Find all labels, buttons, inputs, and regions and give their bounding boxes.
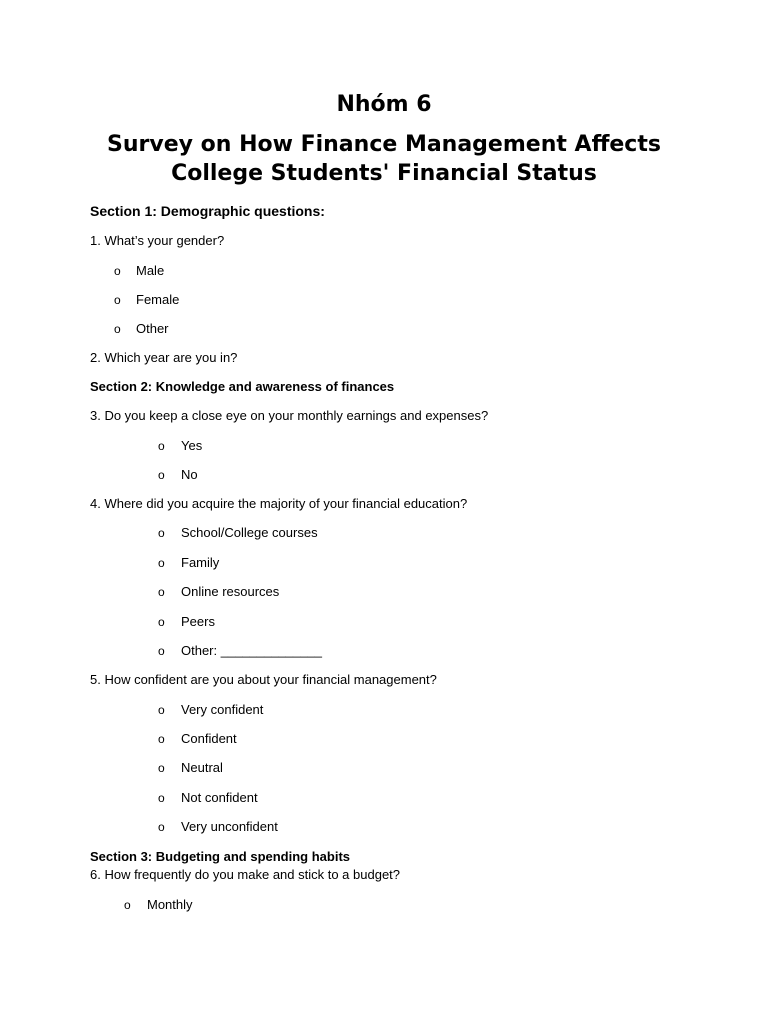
bullet-icon: o bbox=[158, 761, 165, 775]
section-1-heading: Section 1: Demographic questions: bbox=[90, 203, 325, 219]
option-confident: Confident bbox=[181, 731, 237, 746]
bullet-icon: o bbox=[158, 791, 165, 805]
question-3: 3. Do you keep a close eye on your monthly earnings and expenses? bbox=[90, 408, 489, 423]
bullet-icon: o bbox=[158, 820, 165, 834]
question-1: 1. What’s your gender? bbox=[90, 233, 225, 248]
question-4: 4. Where did you acquire the majority of your financial education? bbox=[90, 496, 468, 511]
option-school-college-courses: School/College courses bbox=[181, 525, 318, 540]
question-2: 2. Which year are you in? bbox=[90, 350, 238, 365]
bullet-icon: o bbox=[158, 556, 165, 570]
section-2-heading: Section 2: Knowledge and awareness of finances bbox=[90, 379, 395, 394]
option-other: Other bbox=[136, 321, 169, 336]
option-family: Family bbox=[181, 555, 220, 570]
option-no: No bbox=[181, 467, 198, 482]
survey-title-line-2: College Students' Financial Status bbox=[171, 161, 597, 186]
option-female: Female bbox=[136, 292, 180, 307]
survey-title bbox=[0, 130, 768, 188]
survey-title-line-1: Survey on How Finance Management Affects bbox=[107, 132, 661, 157]
option-peers: Peers bbox=[181, 614, 215, 629]
bullet-icon: o bbox=[158, 644, 165, 658]
option-male: Male bbox=[136, 263, 165, 278]
bullet-icon: o bbox=[114, 264, 121, 278]
option-other-blank: Other: ______________ bbox=[181, 643, 322, 658]
option-very-unconfident: Very unconfident bbox=[181, 819, 278, 834]
option-monthly: Monthly bbox=[147, 897, 193, 912]
bullet-icon: o bbox=[158, 732, 165, 746]
section-3-heading: Section 3: Budgeting and spending habits bbox=[90, 849, 351, 864]
bullet-icon: o bbox=[158, 703, 165, 717]
option-online-resources: Online resources bbox=[181, 584, 280, 599]
option-yes: Yes bbox=[181, 438, 203, 453]
bullet-icon: o bbox=[114, 322, 121, 336]
bullet-icon: o bbox=[158, 468, 165, 482]
bullet-icon: o bbox=[158, 615, 165, 629]
bullet-icon: o bbox=[124, 898, 131, 912]
option-neutral: Neutral bbox=[181, 760, 223, 775]
bullet-icon: o bbox=[158, 585, 165, 599]
bullet-icon: o bbox=[158, 526, 165, 540]
bullet-icon: o bbox=[158, 439, 165, 453]
group-name: Nhóm 6 bbox=[336, 92, 432, 117]
option-not-confident: Not confident bbox=[181, 790, 258, 805]
question-6: 6. How frequently do you make and stick to a budget? bbox=[90, 867, 401, 882]
question-5: 5. How confident are you about your financial management? bbox=[90, 672, 437, 687]
bullet-icon: o bbox=[114, 293, 121, 307]
option-very-confident: Very confident bbox=[181, 702, 264, 717]
